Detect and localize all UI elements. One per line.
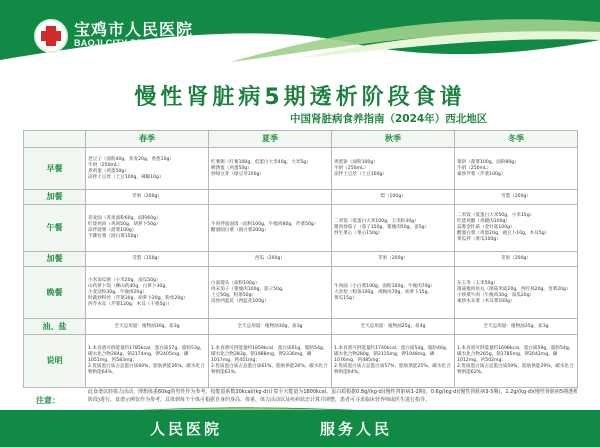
meal-label: 加餐 <box>24 190 86 204</box>
footer-slogan-left: 人民医院 <box>150 420 223 438</box>
table-cell: 荞麦面（荞麦面粉60g，面粉60g） 红烧鸡肉（鸡肉50g，胡萝卜50g） 凉拌菠菜（菠菜100g） 手撕包菜（圆白菜150g） <box>86 204 209 251</box>
hospital-name: 宝鸡市人民医院 <box>74 20 194 39</box>
diet-table <box>23 130 578 388</box>
table-cell <box>209 190 332 204</box>
table-header-row <box>24 131 578 148</box>
meal-label: 说明 <box>24 335 86 388</box>
table-cell: 二米饭（低蛋白大米100g，玉米粒30g） 猪肉炒茄子（茄子150g，猪瘦肉50g，姜5g） 炒生菜心（菜心150g） <box>332 204 455 251</box>
table-cell: 牛肉面（小白菜100g，面粉100g，牛瘦肉70g） 大杂烩（粉条100g，鸡胸肉70g，胡萝卜15g， 黄瓜15g） <box>332 266 455 319</box>
hospital-name-en: BAOJI CITY PEOPLE' S HOSPITAL <box>74 38 231 48</box>
hospital-logo-icon <box>34 19 68 53</box>
season-header: 春季 <box>86 131 209 148</box>
season-header: 秋季 <box>332 131 455 148</box>
footer-band <box>0 410 600 447</box>
table-cell: 1.本食谱可供能量约1785kcal，蛋白质57g，脂肪53g，碳水化合物284g，钠2174mg，钾2405mg，磷1051mg，钙583mg； 2.优质蛋白质占总蛋白质60%，脂肪供能26%，碳水化合物供能64%。 <box>86 335 209 388</box>
table-cell: 鸡蛋饼（面粉100g） 牛奶（250mL） 凉拌土豆丝（土豆100g） <box>332 148 455 190</box>
table-cell: 老豆子（面粉40g，荞麦20g，香葱10g） 牛奶（250mL） 煮鸡蛋（鸡蛋50g） 凉拌土豆丝（土豆100g，辣椒10g） <box>86 148 209 190</box>
meal-label: 早餐 <box>24 148 86 190</box>
meal-label: 油、盐 <box>24 319 86 335</box>
meal-label: 晚餐 <box>24 266 86 319</box>
season-header: 冬季 <box>455 131 578 148</box>
table-cell: 东玉米（玉米50g） 菌菇瘦肉鱼丸（菌菇米面20g，西红柿20g，金菜20g） 小炒菜牛肉（牛瘦肉30g，南瓜20g） 素炒木耳菜（木耳菜100g） <box>455 266 578 319</box>
table-row <box>24 319 578 335</box>
table-cell: 1.本食谱可供能量约1698kcal，蛋白质59g，脂肪54g，碳水化合物265g，钠1785mg，钾2042mg，磷1012mg，钙502mg； 2.优质蛋白质占总蛋白质59%，脂肪供能29%，碳水化合物供能62%。 <box>455 335 578 388</box>
table-cell: 全天总用量：植物油35g，盐3g <box>455 319 578 335</box>
table-cell: 白面馒头（面粉100g） 肉末茄子（猪瘦肉100g，茄子50g， 土豆50g，粉条50g） 清炒西蓝花（西蓝花100g） <box>209 266 332 319</box>
page-subtitle: 中国肾脏病食养指南（2024年）西北地区 <box>290 113 488 125</box>
table-cell: 红薯粥（红薯100g，低蛋白大米40g，大米5g） 鹌鹑蛋（鸡蛋50g） 炒绿豆芽（绿豆芽100g） <box>209 148 332 190</box>
footer-slogan-right: 服务人民 <box>320 420 393 438</box>
table-row <box>24 204 578 251</box>
attention-label: 注意： <box>36 396 60 405</box>
table-row <box>24 148 578 190</box>
table-cell: 二米饭（低蛋白大米50g，小米15g） 红烧鸡腿（鸡腿肉100g） 蒜蓉金针菇（金针菇100g） 醋溜白菜（鸡蛋20g，豌豆卜10g，木耳5g） 黄瓜拌（黄瓜100g） <box>455 204 578 251</box>
table-cell: 1.本食谱可供能量约1859kcal，蛋白质61g，脂肪54g，碳水化合物283g，钠1988mg，钾2336mg，磷1017mg，钙451mg； 2.优质蛋白质占总蛋白质61%，脂肪供能26%，碳水化合物供能61%。 <box>209 335 332 388</box>
meal-label: 午餐 <box>24 204 86 251</box>
table-cell: 雪梨（150g） <box>86 252 209 266</box>
table-row <box>24 252 578 266</box>
table-row <box>24 190 578 204</box>
season-header: 夏季 <box>209 131 332 148</box>
table-cell: 全天总用量：植物油30g，盐3g <box>86 319 209 335</box>
meal-label: 加餐 <box>24 252 86 266</box>
table-cell: 牛肉拌面面饭（面粉100g，牛瘦肉80g，芹菜50g） 醋溜圆白菜（圆白菜200g） <box>209 204 332 251</box>
table-row <box>24 266 578 319</box>
table-cell: 全天总用量：植物油30g，盐3g <box>209 319 332 335</box>
table-row <box>24 335 578 388</box>
table-cell: 苹果（200g） <box>86 190 209 204</box>
table-cell: 苹果（200g） <box>332 252 455 266</box>
table-corner <box>24 131 86 148</box>
table-cell: 苹果（200g） <box>455 252 578 266</box>
table-cell: 西瓜（200g） <box>209 252 332 266</box>
table-cell: 梨（100g） <box>332 190 455 204</box>
table-cell: 全天总用量：植物油25g，盐4g <box>332 319 455 335</box>
page-title: 慢性肾脏病5期透析阶段食谱 <box>134 85 466 110</box>
table-cell: 1.本食谱可供能量约1740kcal，蛋白质54g，脂肪46g，碳水化合物280g，钠2115mg，钾1948mg，磷1076mg，钙485mg； 2.优质蛋白质占总蛋白质57%，脂肪供能25%，碳水化合物供能64%。 <box>332 335 455 388</box>
table-cell: 菜饼（菠菜100g，面粉80g） 牛奶（250mL） 素炒芹菜（芹菜100g） <box>455 148 578 190</box>
table-cell: 小米南瓜粥（小米20g，南瓜50g） 山药萝卜饭（柳山药40g，白萝卜30g， 小麦淀粉30g，牛瘦肉20g） 时蔬炒粉丝（芹菜30g，胡萝卜20g，粉丝20g） 西芹木耳（芹菜120g，木耳（干重5g）） <box>86 266 209 319</box>
table-cell: 雪梨（200g） <box>455 190 578 204</box>
attention-text: 此食谱以轻体力活动，理想体重60kg的男性作为参考，按能量系数30kcal/(kg·d)计算全天能量为1800kcal。蛋白质根据0.8g/(kg·d)(慢性肾脏病1-2期)，0.6g/(kg·d)(慢性肾脏病3-5期)，1.2g/(kg·d)(慢性肾脏病5期透析阶段)进行。食谱示例仅作为参考，具体到每个个体可根据自身的身高、体重、体力活动以及疾病状态计算并调整，患者可寻求临床营养师或医生进行指导。 <box>88 389 579 403</box>
